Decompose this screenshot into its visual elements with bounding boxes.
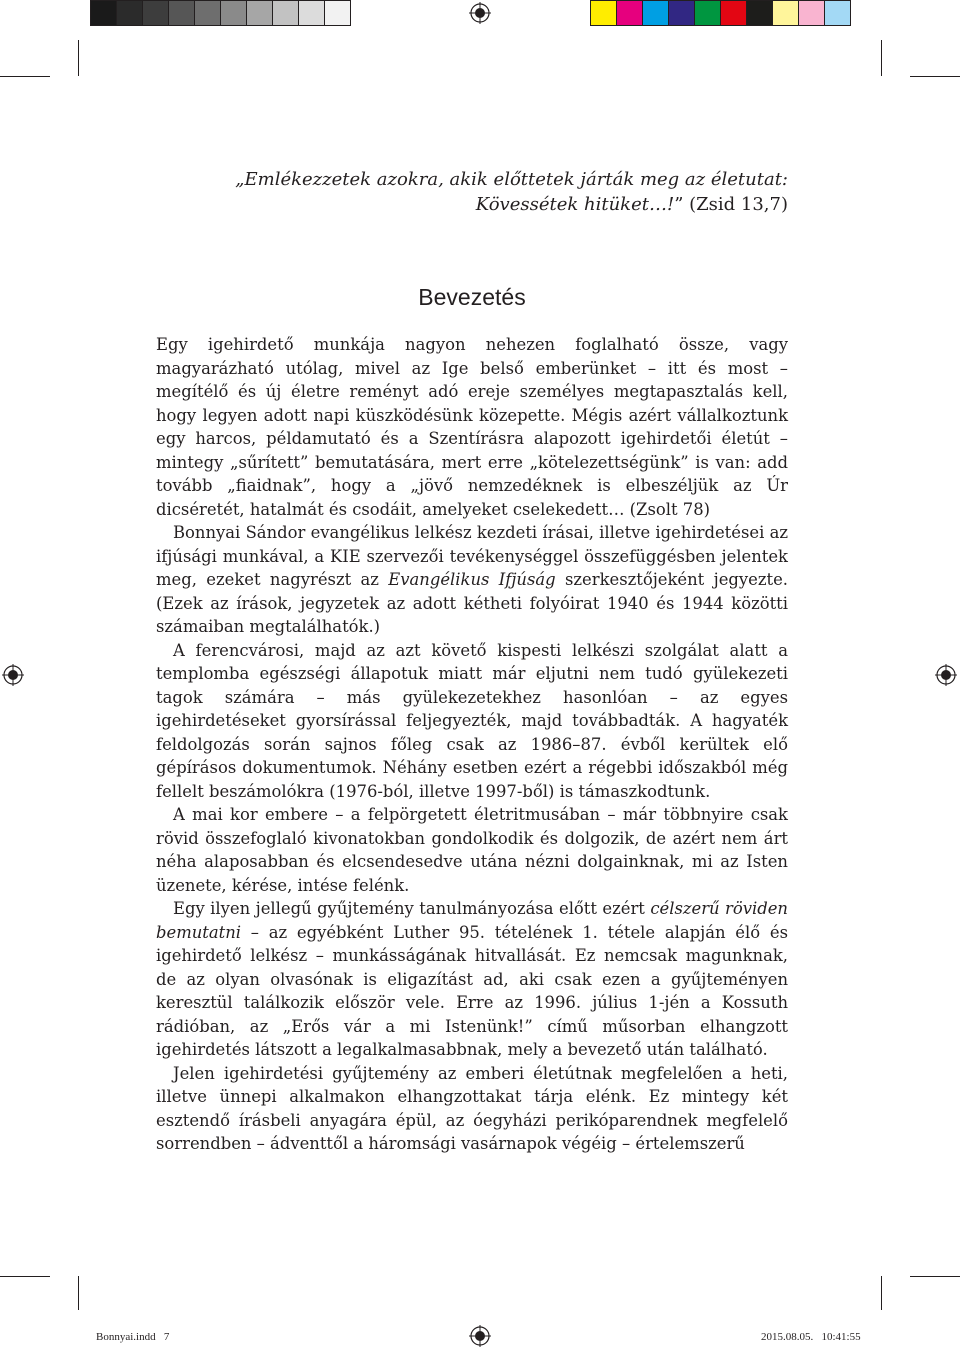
journal-title: Evangélikus Ifjúság xyxy=(388,570,556,589)
slug-file-info xyxy=(96,1331,169,1343)
crop-mark xyxy=(881,40,882,76)
crop-mark xyxy=(0,1276,50,1277)
grayscale-color-bar xyxy=(90,0,351,26)
body-text xyxy=(156,333,788,1156)
crop-mark xyxy=(881,1276,882,1310)
paragraph xyxy=(156,333,788,521)
epigraph-line: „Emlékezzetek azokra, akik előttetek járták meg az életutat: xyxy=(235,169,788,190)
color-swatch xyxy=(90,0,116,26)
registration-mark-icon xyxy=(935,664,957,686)
slug-time: 10:41:55 xyxy=(821,1331,861,1343)
registration-mark-icon xyxy=(469,2,491,24)
paragraph-text: szerkesztőjeként jegyezte. (Ezek az írások, jegyzetek az adott kétheti folyóirat 1940 és 1944 közötti számaiban megtalálhatók.) xyxy=(156,570,788,636)
color-swatch xyxy=(772,0,798,26)
color-swatch xyxy=(824,0,851,26)
crop-mark xyxy=(78,40,79,76)
color-swatch xyxy=(668,0,694,26)
color-swatch xyxy=(616,0,642,26)
registration-mark-icon xyxy=(2,664,24,686)
paragraph: A mai kor embere – a felpörgetett életritmusában – már többnyire csak rövid összefoglaló kivonatokban gondolkodik és dolgozik, de azért nem árt néha alaposabban és elcsendesedve utána nézni dolgainknak, mi az Isten üzenete, kérése, intése felénk. xyxy=(156,805,788,895)
process-color-bar xyxy=(590,0,851,26)
color-swatch xyxy=(246,0,272,26)
color-swatch xyxy=(720,0,746,26)
crop-mark xyxy=(910,1276,960,1277)
crop-mark xyxy=(0,76,50,77)
paragraph xyxy=(156,521,788,639)
color-swatch xyxy=(324,0,351,26)
epigraph-quote: Kövessétek hitüket…! xyxy=(475,193,675,215)
epigraph xyxy=(200,168,788,217)
color-swatch xyxy=(194,0,220,26)
paragraph-text: Bonnyai Sándor evangélikus lelkész kezdeti írásai, illetve igehirdetései az ifjúsági munkával, a KIE szervezői tevékenységgel összefüggésben jelentek meg, ezeket nagyrészt az xyxy=(156,523,788,589)
slug-timestamp xyxy=(761,1331,861,1343)
color-swatch xyxy=(142,0,168,26)
crop-mark xyxy=(78,1276,79,1310)
color-swatch xyxy=(642,0,668,26)
paragraph xyxy=(156,897,788,1062)
paragraph: Jelen igehirdetési gyűjtemény az emberi életútnak megfelelően a heti, illetve ünnepi alkalmakon elhangzottakat tárja elénk. Ez mintegy két esztendő írásbeli anyagára épül, az óegyházi perikóparendnek megfelelő sorrendben – ádventtől a háromsági vasárnapok végéig – értelemszerű xyxy=(156,1063,788,1153)
color-swatch xyxy=(746,0,772,26)
color-swatch xyxy=(298,0,324,26)
slug-filename: Bonnyai.indd xyxy=(96,1331,156,1343)
paragraph: A ferencvárosi, majd az azt követő kispesti lelkészi szolgálat alatt a templomba egészségi állapotuk miatt már eljutni nem tudó gyülekezeti tagok számára – más gyülekezetekhez hasonlóan – az egyes igehirdetéseket gyorsírással feljegyezték, majd továbbadták. A hagyaték feldolgozás során sajnos főleg csak az 1986–87. évből kerültek elő gépírásos dokumentumok. Néhány esetben ezért a régebbi időszakból még fellelt beszámolókra (1976-ból, illetve 1997-ből) is támaszkodtunk. xyxy=(156,640,788,801)
color-swatch xyxy=(798,0,824,26)
emphasis: célszerű röviden bemutatni xyxy=(156,899,788,942)
color-swatch xyxy=(116,0,142,26)
paragraph-text: Egy ilyen jellegű gyűjtemény tanulmányozása előtt ezért xyxy=(173,899,651,918)
color-swatch xyxy=(590,0,616,26)
epigraph-citation: ” (Zsid 13,7) xyxy=(674,193,788,215)
epigraph-line xyxy=(200,193,788,218)
registration-mark-icon xyxy=(469,1325,491,1347)
color-swatch xyxy=(272,0,298,26)
crop-mark xyxy=(910,76,960,77)
slug-date: 2015.08.05. xyxy=(761,1331,814,1343)
paragraph-text: – az egyébként Luther 95. tételének 1. tétele alapján élő és igehirdető lelkész – munkásságának hitvallását. Ez nemcsak magunknak, de az olyan olvasónak is eligazítást ad, aki csak ezen a gyűjteményen keresztül találkozik először vele. Erre az 1996. július 1-jén a Kossuth rádióban, az „Erős vár a mi Istenünk!” című műsorban elhangzott igehirdetés látszott a legalkalmasabbnak, mely a bevezető után található. xyxy=(156,922,788,1059)
section-heading: Bevezetés xyxy=(418,284,526,310)
color-swatch xyxy=(694,0,720,26)
paragraph-text: Egy igehirdető munkája nagyon nehezen foglalható össze, vagy magyarázható utólag, mivel az Ige belső emberünket – itt és most – megítélő és új életre reményt adó ereje személyes megtapasztalás kell, hogy legyen adott napi küszködésünk közepette. Mégis azért vállalkoztunk egy harcos, példamutató és a Szentírásra alapozott igehirdetői életút – mintegy „sűrített” bemutatására, mert erre „kötelezettségünk” is van: add tovább „fiaidnak”, hogy a „jövő nemzedéknek is elbeszéljük az Úr dicséretét, hatalmát és csodáit, amelyeket cselekedett… (Zsolt 78) xyxy=(156,335,788,519)
color-swatch xyxy=(168,0,194,26)
color-swatch xyxy=(220,0,246,26)
slug-page: 7 xyxy=(163,1331,170,1343)
